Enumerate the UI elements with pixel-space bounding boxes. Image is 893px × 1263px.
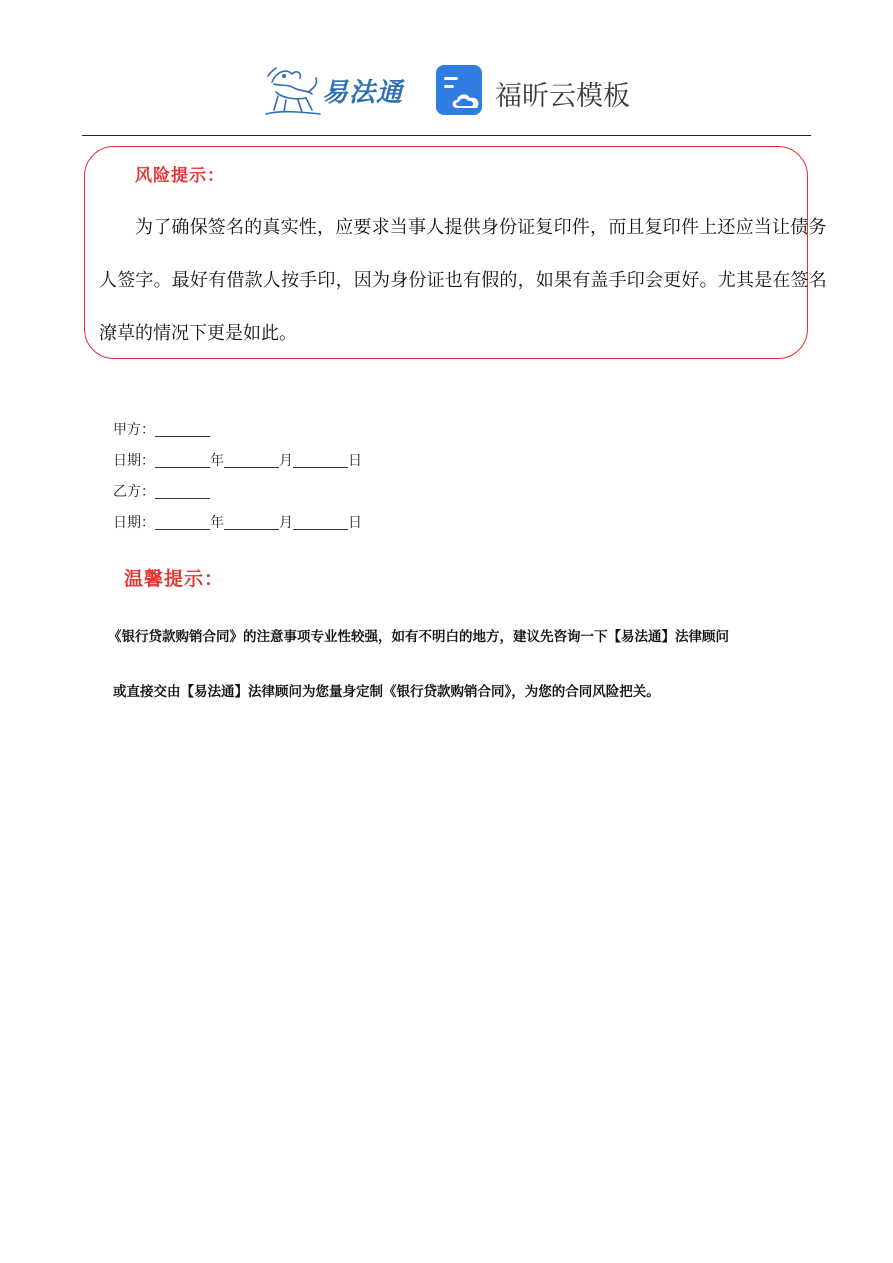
document-header <box>0 0 893 136</box>
warm-tip-line: 或直接交由【易法通】法律顾问为您量身定制《银行贷款购销合同》，为您的合同风险把关。 <box>113 684 660 700</box>
party-b-label: 乙方： <box>113 484 155 500</box>
warm-tip-title: 温馨提示： <box>124 568 225 590</box>
qilin-emblem-icon <box>262 62 322 118</box>
date-label: 日期： <box>113 453 155 469</box>
document-cloud-icon <box>435 64 487 116</box>
party-a-line <box>113 419 210 439</box>
risk-notice-title: 风险提示： <box>135 166 225 186</box>
month-blank <box>224 453 279 468</box>
fuxin-brand-name: 福昕云模板 <box>495 81 630 112</box>
yifatong-brand-name: 易法通 <box>322 78 404 108</box>
party-b-blank <box>155 484 210 499</box>
yifatong-logo <box>262 62 414 118</box>
day-blank <box>293 453 348 468</box>
year-blank <box>155 453 210 468</box>
year-label: 年 <box>210 515 224 531</box>
party-a-label: 甲方： <box>113 422 155 438</box>
risk-notice-line: 人签字。最好有借款人按手印，因为身份证也有假的，如果有盖手印会更好。尤其是在签名 <box>99 270 827 291</box>
party-a-blank <box>155 422 210 437</box>
risk-notice-line: 潦草的情况下更是如此。 <box>99 323 297 344</box>
date-label: 日期： <box>113 515 155 531</box>
month-blank <box>224 515 279 530</box>
day-label: 日 <box>348 515 362 531</box>
year-blank <box>155 515 210 530</box>
month-label: 月 <box>279 515 293 531</box>
fuxin-template-logo <box>435 64 635 118</box>
month-label: 月 <box>279 453 293 469</box>
day-label: 日 <box>348 453 362 469</box>
party-b-line <box>113 481 210 501</box>
party-a-date-line <box>113 450 362 470</box>
party-b-date-line <box>113 512 362 532</box>
header-divider <box>82 135 811 136</box>
warm-tip-line: 《银行贷款购销合同》的注意事项专业性较强，如有不明白的地方，建议先咨询一下【易法通】法律顾问 <box>108 629 729 645</box>
year-label: 年 <box>210 453 224 469</box>
risk-notice-line: 为了确保签名的真实性，应要求当事人提供身份证复印件，而且复印件上还应当让债务 <box>135 217 827 238</box>
day-blank <box>293 515 348 530</box>
